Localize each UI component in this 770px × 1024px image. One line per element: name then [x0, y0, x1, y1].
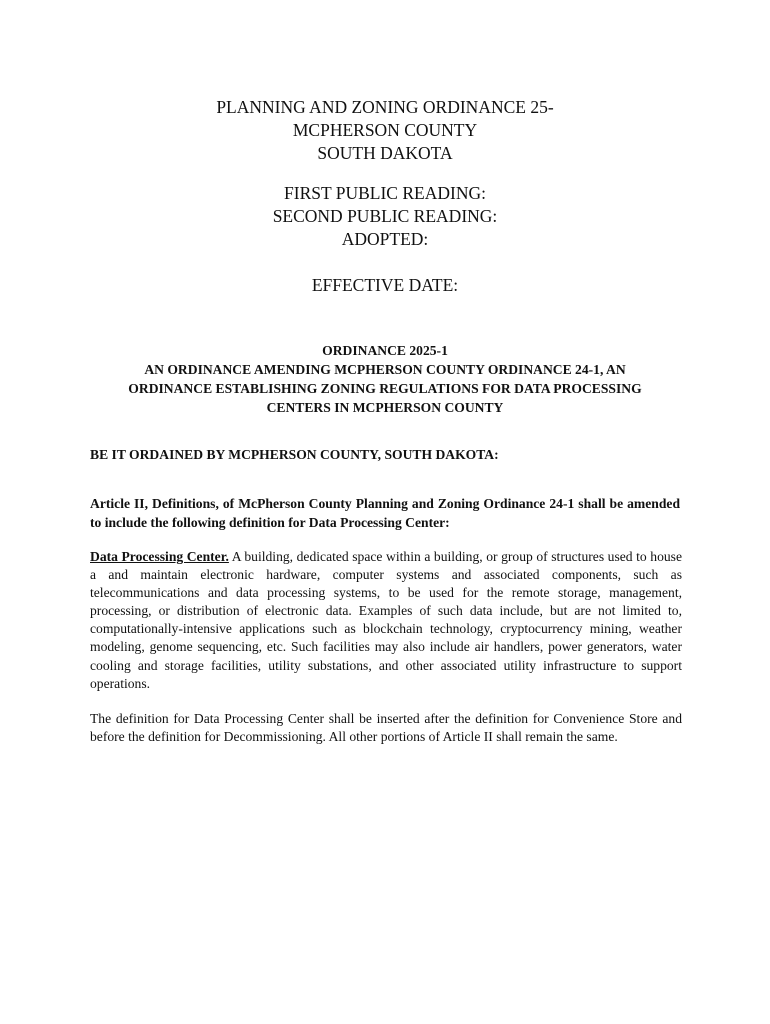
ordinance-caption-line-1: AN ORDINANCE AMENDING MCPHERSON COUNTY ORDINANCE 24-1, AN	[144, 362, 626, 377]
readings-list	[90, 182, 680, 251]
second-reading-label: SECOND PUBLIC READING:	[272, 206, 498, 226]
enacting-clause: BE IT ORDAINED BY MCPHERSON COUNTY, SOUTH DAKOTA:	[90, 447, 499, 462]
insertion-note-paragraph: The definition for Data Processing Center shall be inserted after the definition for Convenience Store and before the definition for Decommissioning. All other portions of Article II shall remain the same.	[90, 711, 682, 745]
first-reading-label: FIRST PUBLIC READING:	[284, 183, 486, 203]
effective-date-section	[90, 274, 680, 297]
effective-date-label: EFFECTIVE DATE:	[311, 275, 459, 295]
title-line-county: MCPHERSON COUNTY	[292, 120, 478, 140]
adopted-label: ADOPTED:	[341, 229, 429, 249]
ordinance-number: ORDINANCE 2025-1	[322, 343, 448, 358]
definition-term: Data Processing Center.	[90, 549, 229, 564]
definition-text: A building, dedicated space within a building, or group of structures used to house a and maintain electronic hardware, computer systems and associated components, such as telecommunications and data processing systems, to be used for the remote storage, management, processing, or distribution of electronic data. Examples of such data include, but are not limited to, computationally-intensive applications such as blockchain technology, cryptocurrency mining, weather modeling, genome sequencing, etc. Such facilities may also include air handlers, power generators, water cooling and storage facilities, utility substations, and other associated utility infrastructure to support operations.	[90, 549, 683, 691]
document-title	[90, 96, 680, 165]
title-line-state: SOUTH DAKOTA	[317, 143, 453, 163]
article-intro-paragraph: Article II, Definitions, of McPherson County Planning and Zoning Ordinance 24-1 shall be amended to include the following definition for Data Processing Center:	[90, 496, 680, 530]
title-line-ordinance: PLANNING AND ZONING ORDINANCE 25-	[216, 97, 554, 117]
ordinance-caption-line-3: CENTERS IN MCPHERSON COUNTY	[266, 400, 504, 415]
ordinance-caption-line-2: ORDINANCE ESTABLISHING ZONING REGULATIONS FOR DATA PROCESSING	[128, 381, 642, 396]
definition-paragraph	[90, 548, 682, 693]
ordinance-heading	[90, 341, 680, 417]
